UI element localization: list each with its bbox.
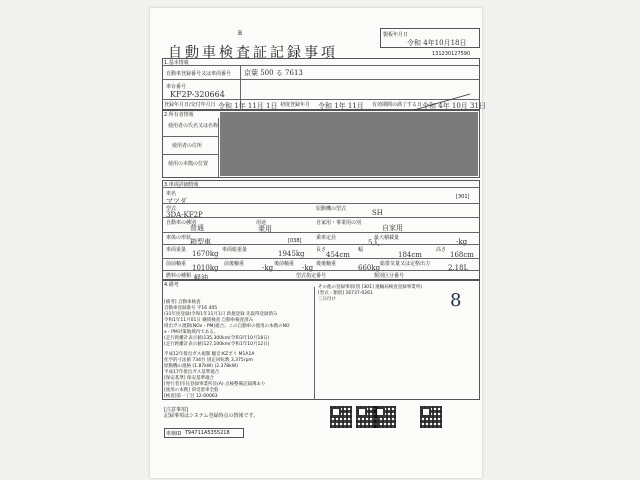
date2-label: 初度登録年月 <box>280 102 311 108</box>
reg-number-value: 京葉 500 る 7613 <box>244 69 303 77</box>
header-mark: B <box>238 30 243 37</box>
displacement-value: 2.18L <box>448 264 469 272</box>
weight-value: 1670kg <box>192 250 219 258</box>
maker-code: [301] <box>456 194 470 200</box>
kind-value: 普通 <box>190 224 204 232</box>
class-number-label: 類別区分番号 <box>374 273 405 279</box>
vin-value: KF2P-320664 <box>170 90 225 99</box>
height-value: 168cm <box>450 251 474 259</box>
document-page <box>150 8 486 478</box>
document-title: 自動車検査証記録事項 <box>168 45 338 61</box>
length-value: 454cm <box>326 251 350 259</box>
date1-value: 令和 1年 11月 1日 <box>218 102 278 110</box>
section1-label: 1.基本情報 <box>164 60 189 66</box>
owner-address-label: 使用者の住所 <box>172 143 203 149</box>
body-code: [038] <box>288 238 302 244</box>
front-axle-value: 1010kg <box>192 264 219 272</box>
engine-value: SH <box>372 209 383 217</box>
strike-mark <box>412 92 472 112</box>
gross-weight-label: 車両総重量 <box>222 247 248 253</box>
purpose-value: 自家用 <box>382 224 403 232</box>
inspection-id-value: T94711A5355218 <box>185 430 230 436</box>
maker-value: マツダ <box>166 197 187 205</box>
engine-label: 原動機の型式 <box>316 206 347 212</box>
section2-label: 2.所有者情報 <box>164 112 194 118</box>
use-value: 乗用 <box>258 225 272 233</box>
issue-date-box <box>380 28 480 48</box>
vin-label: 車台番号 <box>166 84 187 90</box>
right-notes: その他の登録事項(別 [301] 運輸局検査登録事業所) [型式・類別] 16737-0261 三日付け <box>318 285 422 302</box>
purpose-label: 自家用・事業用の別 <box>316 220 362 226</box>
maker-label: 車名 <box>166 191 177 197</box>
base-location-label: 使用の本拠の位置 <box>168 161 209 167</box>
body-label: 車体の形状 <box>166 235 192 241</box>
caution-label: [注意事項] <box>164 407 188 413</box>
redacted-owner-info <box>220 112 478 176</box>
caution-text: 記録事項はシステム登録時点の情報です。 <box>164 413 259 419</box>
length-label: 長さ <box>316 247 327 253</box>
inspection-id-label: 車検ID <box>166 431 182 437</box>
displacement-label: 総排気量又は定格出力 <box>380 261 431 267</box>
height-label: 高さ <box>436 247 447 253</box>
date3-value: 令和 4年 10月 31日 <box>422 102 486 110</box>
rear2-axle-label: 後後軸重 <box>316 261 337 267</box>
inspection-id-box <box>164 428 244 438</box>
gross-weight-value: 1945kg <box>278 250 305 258</box>
capacity-label: 乗車定員 <box>316 235 337 241</box>
weight-label: 車両重量 <box>166 247 187 253</box>
rear-axle-value: -kg <box>302 264 314 272</box>
qr-code-1 <box>330 406 352 428</box>
qr-code-3 <box>374 406 396 428</box>
kind-label: 自動車の種別 <box>166 220 197 226</box>
type-number-label: 型式指定番号 <box>296 273 327 279</box>
capacity-value: 5人 <box>368 239 380 247</box>
handwritten-number: 8 <box>450 290 462 311</box>
width-value: 184cm <box>398 251 422 259</box>
notes-list: [備考] 自動車検査 自動車登録番号 平16 405 (31年度登録)令和1年11月1日 新規登録 先取得登録済み 令和1年11月01日 継続検査 自動車検査済み 排出ガス規制(NOx・PM)適合。この自動車の使用の本拠のNO x・PM対策地域内である。 (走行距離計表示値)135,300km(令和3年10月18日) (走行距離計表示値)127,100km(令和1年10月12日) 平成12年排出ガス規制 騒音:KZボリ M1A1A 化学的寸法値 734台 固定回転数 3,375rpm 原動機の規格 (1.87kW) (2.378kW) 平成17年排出ガス基準適合 [保安基準] 保安基準適合 [発行者]市長登録事業所長(A) 点検整備記録簿あり [使用の本拠] 荷受着車全般 [検査]第一丁目 12-00063 <box>164 300 290 399</box>
front2-axle-label: 前後軸重 <box>224 261 245 267</box>
max-load-value: -kg <box>456 238 468 246</box>
use-label: 用途 <box>256 220 267 226</box>
qr-code-4 <box>420 406 442 428</box>
date3-label: 有効期間の満了する日 <box>372 102 423 108</box>
front2-axle-value: -kg <box>262 264 274 272</box>
front-axle-label: 前前軸重 <box>166 261 187 267</box>
date2-value: 令和 1年 11月 <box>318 102 364 110</box>
fuel-value: 軽油 <box>194 274 208 282</box>
model-label: 型式 <box>166 206 177 212</box>
rear-axle-label: 後前軸重 <box>274 261 295 267</box>
max-load-label: 最大積載量 <box>374 235 400 241</box>
section3-label: 3.車両詳細情報 <box>164 182 199 188</box>
width-label: 幅 <box>358 247 364 253</box>
serial-number: 131230127590 <box>432 51 471 57</box>
model-value: 3DA-KF2P <box>166 211 203 219</box>
reg-number-label: 自動車登録番号又は車両番号 <box>166 71 232 77</box>
fuel-label: 燃料の種類 <box>166 273 192 279</box>
issue-date-value: 令和 4年10月18日 <box>407 39 467 47</box>
owner-name-label: 使用者の氏名又は名称 <box>168 123 219 129</box>
issue-date-label: 製板年月日 <box>383 32 409 38</box>
section4-label: 4.備考 <box>164 282 179 288</box>
body-value: 箱型車 <box>190 238 211 246</box>
rear2-axle-value: 660kg <box>358 264 381 272</box>
date1-label: 登録年月日/交付年月日 <box>164 102 216 108</box>
